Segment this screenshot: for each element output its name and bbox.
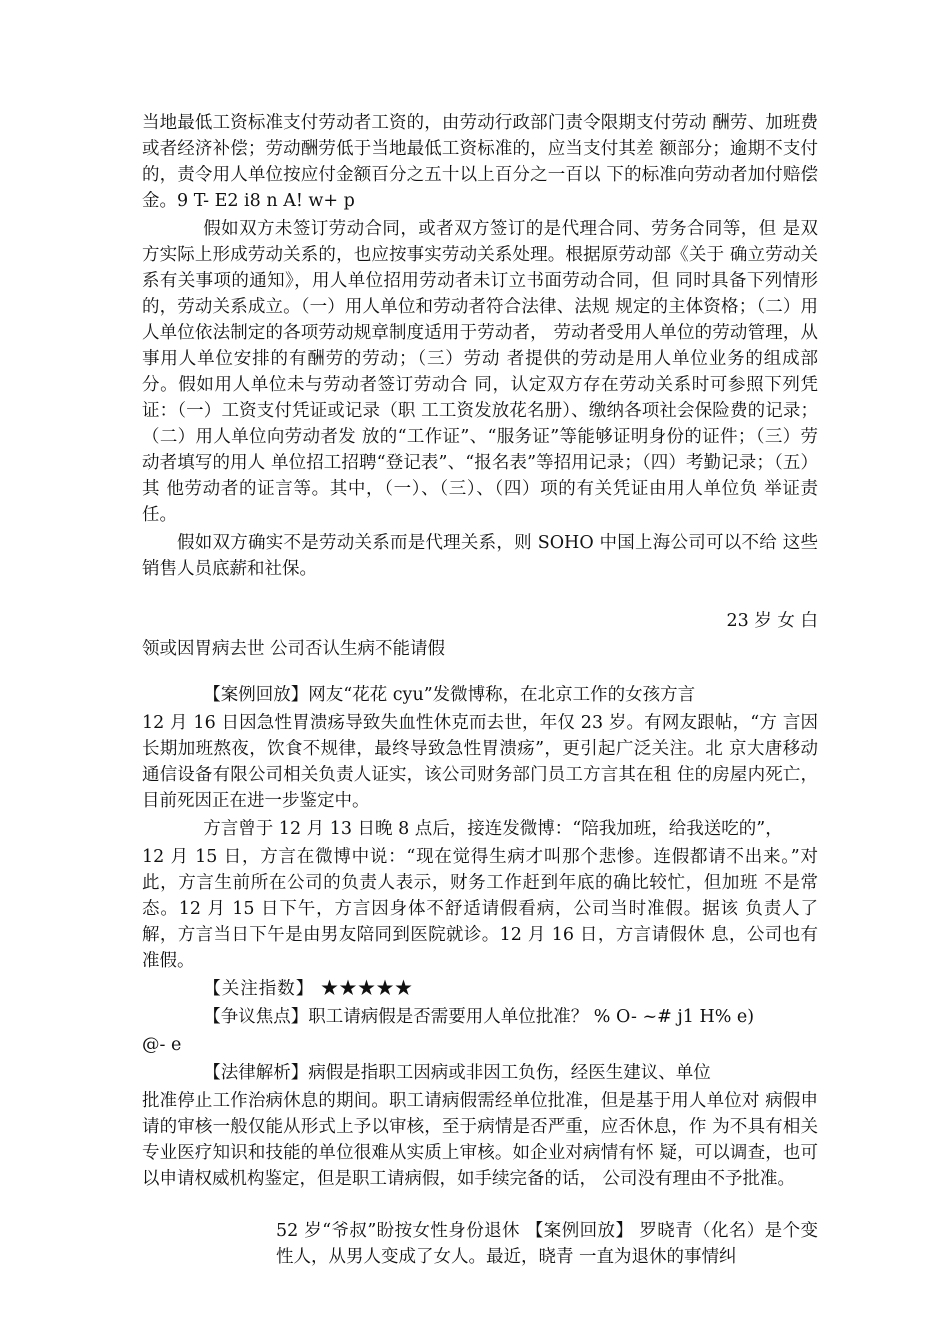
document-page [142,110,818,1272]
paragraph-wage-penalty: 当地最低工资标准支付劳动者工资的，由劳动行政部门责令限期支付劳动 酬劳、加班费或者经济补偿；劳动酬劳低于当地最低工资标准的，应当支付其差 额部分；逾期不支付的，责令用人单位按应付金额百分之五十以上百分之一百以 下的标准向劳动者加付赔偿金。9 T- E2 i8 n A! w+ p [142,113,818,211]
next-article-block: 52 岁“爷叔”盼按女性身份退休 【案例回放】 罗晓青（化名）是个变性人，从男人变成了女人。最近，晓青 一直为退休的事情纠 [276,1221,818,1267]
article-title-right: 23 岁 女 白 [726,611,818,631]
article-title: 领或因胃病去世 公司否认生病不能请假 [142,639,446,659]
legal-analysis-body: 批准停止工作治病休息的期间。职工请病假需经单位批准，但是基于用人单位对 病假申请的审核一般仅能从形式上予以审核，至于病情是否严重，应否休息，作 为不具有相关专业医疗知识和技能的单位很难从实质上审核。如企业对病情有怀 疑，可以调查，也可以申请权威机构鉴定，但是职工请病假，如手续完备的话， 公司没有理由不予批准。 [142,1091,818,1189]
paragraph-company-response: 12 月 15 日，方言在微博中说：“现在觉得生病才叫那个悲惨。连假都请不出来。”对此，方言生前所在公司的负责人表示，财务工作赶到年底的确比较忙，但加班 不是常态。12 月 15 日下午，方言因身体不舒适请假看病，公司当时准假。据该 负责人了解，方言当日下午是由男友陪同到医院就诊。12 月 16 日，方言请假休 息，公司也有准假。 [142,847,818,971]
dispute-focus-tail: @- e [142,1035,182,1055]
spacer [142,1194,818,1218]
paragraph-agency-relation: 假如双方确实不是劳动关系而是代理关系，则 SOHO 中国上海公司可以不给 这些销售人员底薪和社保。 [142,533,818,579]
case-review-header: 【案例回放】网友“花花 cyu”发微博称，在北京工作的女孩方言 [203,685,696,705]
attention-index: 【关注指数】 ★★★★★ [203,979,414,999]
spacer [142,584,818,608]
case-review-body: 12 月 16 日因急性胃溃疡导致失血性休克而去世，年仅 23 岁。有网友跟帖，“方 言因长期加班熬夜，饮食不规律，最终导致急性胃溃疡”，更引起广泛关注。北 京大唐移动通信设备有限公司相关负责人证实，该公司财务部门员工方言其在租 住的房屋内死亡，目前死因正在进一步鉴定中。 [142,713,818,811]
paragraph-labor-relation: 假如双方未签订劳动合同，或者双方签订的是代理合同、劳务合同等，但 是双方实际上形成劳动关系的，也应按事实劳动关系处理。根据原劳动部《关于 确立劳动关系有关事项的通知》，用人单位招用劳动者未订立书面劳动合同，但 同时具备下列情形的，劳动关系成立。（一）用人单位和劳动者符合法律、法规 规定的主体资格；（二）用人单位依法制定的各项劳动规章制度适用于劳动者， 劳动者受用人单位的劳动管理，从事用人单位安排的有酬劳的劳动；（三）劳动 者提供的劳动是用人单位业务的组成部分。假如用人单位未与劳动者签订劳动合 同，认定双方存在劳动关系时可参照下列凭证：（一）工资支付凭证或记录（职 工工资发放花名册）、缴纳各项社会保险费的记录；（二）用人单位向劳动者发 放的“工作证”、“服务证”等能够证明身份的证件；（三）劳动者填写的用人 单位招工招聘“登记表”、“报名表”等招用记录；（四）考勤记录；（五）其 他劳动者的证言等。其中，（一）、（三）、（四）项的有关凭证由用人单位负 举证责任。 [142,219,818,525]
spacer [142,664,818,682]
paragraph-weibo-posts: 方言曾于 12 月 13 日晚 8 点后，接连发微博：“陪我加班，给我送吃的”， [203,819,783,839]
legal-analysis-header: 【法律解析】病假是指职工因病或非因工负伤，经医生建议、单位 [203,1063,711,1083]
dispute-focus: 【争议焦点】职工请病假是否需要用人单位批准？ % O- ~# j1 H% e) [203,1007,755,1027]
